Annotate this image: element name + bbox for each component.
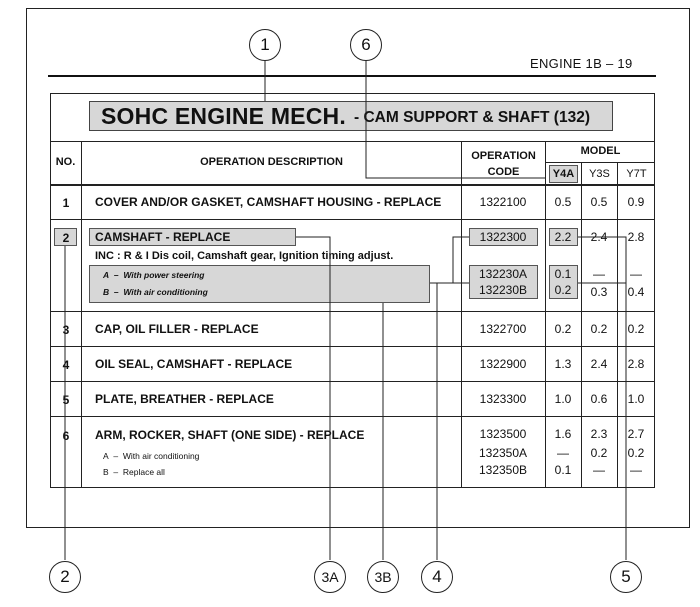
row-1-description: COVER AND/OR GASKET, CAMSHAFT HOUSING - REPLACE xyxy=(95,195,442,209)
callout-3b: 3B xyxy=(367,561,399,593)
col-model-y3s: Y3S xyxy=(589,168,610,180)
title-sub: CAM SUPPORT & SHAFT (132) xyxy=(363,109,590,126)
row-6-y4a: 1.6 xyxy=(554,427,572,441)
callout-5: 5 xyxy=(610,561,642,593)
row-6-sub-b-code: 132350B xyxy=(478,463,528,477)
row-6-sub-a-y4a: — xyxy=(557,446,569,460)
row-6-no: 6 xyxy=(62,429,70,443)
callout-3a: 3A xyxy=(314,561,346,593)
row-1-no: 1 xyxy=(62,196,70,210)
sub-text: With air conditioning xyxy=(123,287,208,297)
row-6-sub-a-y3s: 0.2 xyxy=(590,446,608,460)
row-6-sub-b-y7t: — xyxy=(630,463,642,477)
row-2-sub-b-code: 132230B xyxy=(478,283,528,297)
row-2-y7t: 2.8 xyxy=(627,230,645,244)
row-4-y7t: 2.8 xyxy=(627,357,645,371)
row-2-sub-b-y3s: 0.3 xyxy=(590,285,608,299)
row-2-y4a: 2.2 xyxy=(554,230,572,244)
row-4-y4a: 1.3 xyxy=(554,357,572,371)
row-2-description: CAMSHAFT - REPLACE xyxy=(95,230,231,244)
row-2-sub-b-y4a: 0.2 xyxy=(554,283,572,297)
row-3-description: CAP, OIL FILLER - REPLACE xyxy=(95,322,259,336)
sub-letter: B xyxy=(103,287,110,297)
row-5-y3s: 0.6 xyxy=(590,392,608,406)
row-4-description: OIL SEAL, CAMSHAFT - REPLACE xyxy=(95,357,293,371)
title-dash: - xyxy=(354,109,360,126)
row-3-y4a: 0.2 xyxy=(554,322,572,336)
leader-3a xyxy=(296,237,330,560)
row-5-description: PLATE, BREATHER - REPLACE xyxy=(95,392,274,406)
sub-dash: – xyxy=(113,451,119,461)
sub-dash: – xyxy=(113,287,119,297)
row-2-code: 1322300 xyxy=(479,230,527,244)
sub-letter: B xyxy=(103,467,109,477)
row-6-sub-a-code: 132350A xyxy=(478,446,528,460)
row-5-no: 5 xyxy=(62,393,70,407)
row-6-sub-a-y7t: 0.2 xyxy=(627,446,645,460)
row-3-code: 1322700 xyxy=(479,322,527,336)
col-description: OPERATION DESCRIPTION xyxy=(200,156,343,168)
row-6-sub-b-y3s: — xyxy=(593,463,605,477)
row-5-code: 1323300 xyxy=(479,392,527,406)
row-2-sub-a-y4a: 0.1 xyxy=(554,267,572,281)
row-3-y3s: 0.2 xyxy=(590,322,608,336)
callout-6: 6 xyxy=(350,29,382,61)
row-2-sub-b-y7t: 0.4 xyxy=(627,285,645,299)
leader-4a xyxy=(430,237,469,283)
col-code-1: OPERATION xyxy=(471,150,536,162)
row-2-sub-a-y7t: — xyxy=(630,267,642,281)
row-4-no: 4 xyxy=(62,358,70,372)
col-model-y4a: Y4A xyxy=(552,168,575,180)
sub-text: With air conditioning xyxy=(122,451,200,461)
row-4-code: 1322900 xyxy=(479,357,527,371)
row-3-no: 3 xyxy=(62,323,70,337)
col-code-2: CODE xyxy=(487,166,520,178)
col-model: MODEL xyxy=(580,145,621,157)
col-no: NO. xyxy=(55,156,76,168)
row-3-y7t: 0.2 xyxy=(627,322,645,336)
page-header: ENGINE 1B – 19 xyxy=(530,56,633,71)
row-2-inc: INC : R & I Dis coil, Camshaft gear, Ignition timing adjust. xyxy=(95,250,394,262)
row-2-sub-a-code: 132230A xyxy=(478,267,528,281)
row-1-y4a: 0.5 xyxy=(554,195,572,209)
row-4-y3s: 2.4 xyxy=(590,357,608,371)
sub-dash: – xyxy=(113,467,119,477)
row-6-description: ARM, ROCKER, SHAFT (ONE SIDE) - REPLACE xyxy=(95,428,365,442)
sub-text: Replace all xyxy=(122,467,165,477)
callout-1: 1 xyxy=(249,29,281,61)
row-1-y7t: 0.9 xyxy=(627,195,645,209)
row-2-no: 2 xyxy=(62,231,70,245)
row-1-code: 1322100 xyxy=(479,195,527,209)
row-6-sub-b-y4a: 0.1 xyxy=(554,463,572,477)
leader-5a xyxy=(578,237,626,560)
row-6-y3s: 2.3 xyxy=(590,427,608,441)
col-model-y7t: Y7T xyxy=(626,168,647,180)
row-5-y4a: 1.0 xyxy=(554,392,572,406)
row-1-y3s: 0.5 xyxy=(590,195,608,209)
row-6-y7t: 2.7 xyxy=(627,427,645,441)
callout-2: 2 xyxy=(49,561,81,593)
sub-letter: A xyxy=(103,270,110,280)
leader-6 xyxy=(366,60,545,178)
row-2-y3s: 2.4 xyxy=(590,230,608,244)
sub-letter: A xyxy=(103,451,109,461)
sub-dash: – xyxy=(113,270,119,280)
row-5-y7t: 1.0 xyxy=(627,392,645,406)
callout-4: 4 xyxy=(421,561,453,593)
row-6-code: 1323500 xyxy=(479,427,527,441)
row-2-sub-a-y3s: — xyxy=(593,267,605,281)
title-main: SOHC ENGINE MECH. xyxy=(101,103,346,129)
sub-text: With power steering xyxy=(123,270,205,280)
